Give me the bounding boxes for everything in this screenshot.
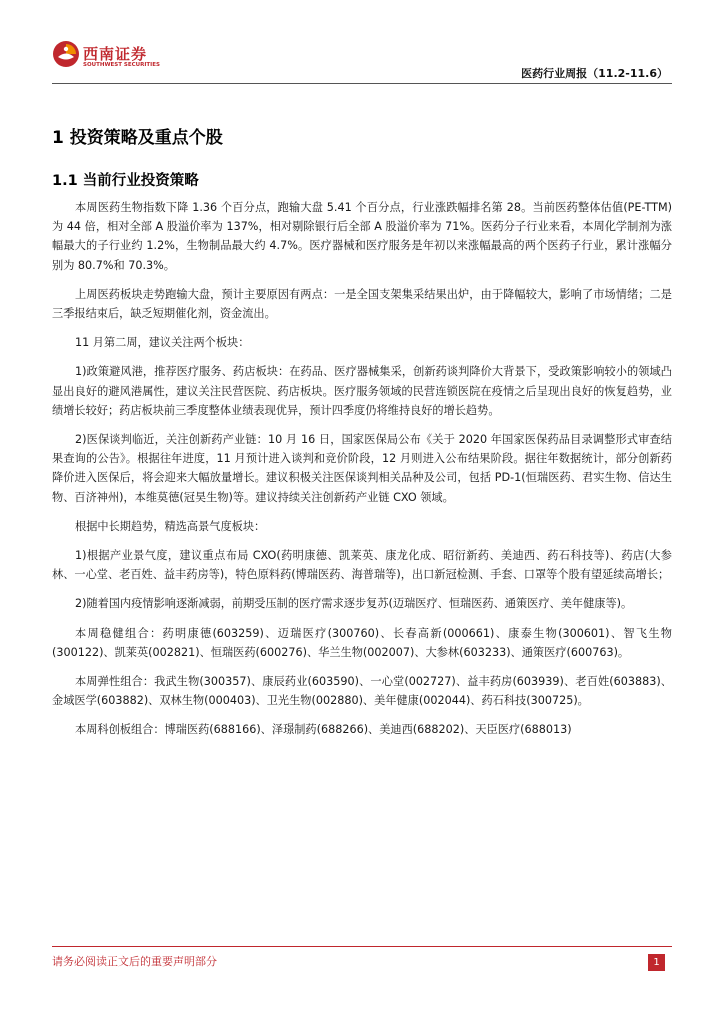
company-logo bbox=[52, 40, 172, 76]
paragraph-star-market-portfolio: 本周科创板组合：博瑞医药(688166)、泽璟制药(688266)、美迪西(688202)、天臣医疗(688013) bbox=[75, 723, 572, 737]
page-header bbox=[0, 0, 724, 84]
body-text bbox=[52, 198, 672, 750]
report-title: 医药行业周报（11.2-11.6） bbox=[521, 67, 668, 80]
paragraph-demand-recovery: 2)随着国内疫情影响逐渐减弱，前期受压制的医疗需求逐步复苏(迈瑞医疗、恒瑞医药、通策医疗、美年健康等)。 bbox=[75, 597, 633, 611]
logo-chinese-name: 西南证券 bbox=[83, 45, 148, 63]
subsection-heading: 1.1 当前行业投资策略 bbox=[52, 173, 199, 189]
paragraph-policy-safe-haven: 1)政策避风港，推荐医疗服务、药店板块：在药品、医疗器械集采，创新药谈判降价大背景下，受政策影响较小的领域凸显出良好的避风港属性，建议关注民营医院、药店板块。医疗服务领域的民营连锁医院在疫情之后呈现出良好的恢复趋势，业绩增长较好；药店板块前三季度整体业绩表现优异，预计四季度仍将维持良好的增长趋势。 bbox=[52, 365, 672, 417]
paragraph-long-term-trend: 根据中长期趋势，精选高景气度板块： bbox=[75, 519, 266, 533]
page-number: 1 bbox=[648, 954, 665, 971]
paragraph-industry-prosperity: 1)根据产业景气度，建议重点布局 CXO(药明康德、凯莱英、康龙化成、昭衍新药、美迪西、药石科技等)、药店(大参林、一心堂、老百姓、益丰药房等)，特色原料药(博瑞医药、海普瑞等)，出口新冠检测、手套、口罩等个股有望延续高增长； bbox=[52, 549, 672, 582]
footer-disclaimer-notice: 请务必阅读正文后的重要声明部分 bbox=[52, 955, 217, 968]
paragraph-week-focus: 11 月第二周，建议关注两个板块： bbox=[75, 336, 250, 350]
header-divider bbox=[52, 83, 672, 84]
paragraph-elastic-portfolio: 本周弹性组合：我武生物(300357)、康辰药业(603590)、一心堂(002727)、益丰药房(603939)、老百姓(603883)、金域医学(603882)、双林生物(000403)、卫光生物(002880)、美年健康(002044)、药石科技(300725)。 bbox=[52, 675, 672, 708]
paragraph-last-week-review: 上周医药板块走势跑输大盘，预计主要原因有两点：一是全国支架集采结果出炉，由于降幅较大，影响了市场情绪；二是三季报结束后，缺乏短期催化剂，资金流出。 bbox=[52, 287, 672, 321]
logo-english-name: SOUTHWEST SECURITIES bbox=[83, 62, 160, 68]
logo-mark-icon bbox=[52, 40, 80, 68]
section-heading: 1 投资策略及重点个股 bbox=[52, 128, 223, 148]
paragraph-insurance-negotiation: 2)医保谈判临近，关注创新药产业链：10 月 16 日，国家医保局公布《关于 2020 年国家医保药品目录调整形式审查结果查询的公告》。根据往年进度，11 月预计进入谈判和竞价阶段，12 月则进入公布结果阶段。据往年数据统计，部分创新药降价进入医保后，将会迎来大幅放量增长。建议积极关注医保谈判相关品种及公司，包括 PD-1(恒瑞医药、君实生物、信达生物、百济神州)，本维莫德(冠昊生物)等。建议持续关注创新药产业链 CXO 领域。 bbox=[52, 433, 672, 504]
footer-divider bbox=[52, 946, 672, 947]
paragraph-index-summary: 本周医药生物指数下降 1.36 个百分点，跑输大盘 5.41 个百分点，行业涨跌幅排名第 28。当前医药整体估值(PE-TTM)为 44 倍，相对全部 A 股溢价率为 137%，相对剔除银行后全部 A 股溢价率为 71%。医药分子行业来看，本周化学制剂为涨幅最大的子行业约 1.2%，生物制品最大约 4.7%。医疗器械和医疗服务是年初以来涨幅最高的两个医药子行业，累计涨幅分别为 80.7%和 70.3%。 bbox=[52, 201, 672, 272]
paragraph-stable-portfolio: 本周稳健组合：药明康德(603259)、迈瑞医疗(300760)、长春高新(000661)、康泰生物(300601)、智飞生物(300122)、凯莱英(002821)、恒瑞医药(600276)、华兰生物(002007)、大参林(603233)、通策医疗(600763)。 bbox=[52, 626, 672, 659]
